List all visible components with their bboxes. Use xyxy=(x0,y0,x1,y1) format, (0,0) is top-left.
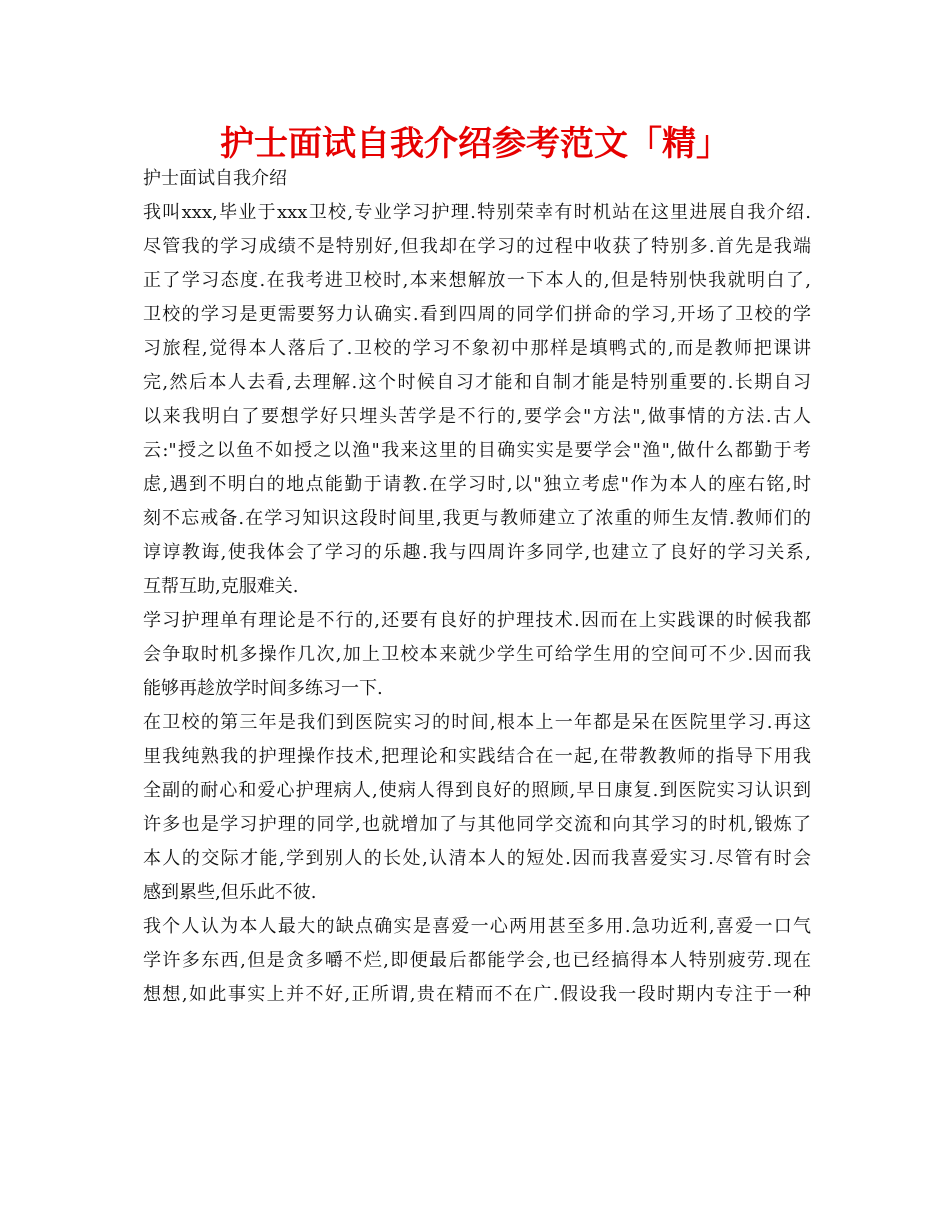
text-line: 云:"授之以鱼不如授之以渔"我来这里的目确实实是要学会"渔",做什么都勤于考 xyxy=(143,440,811,461)
text-line: 卫校的学习是更需要努力认确实.看到四周的同学们拼命的学习,开场了卫校的学 xyxy=(143,304,811,325)
text-line: 学许多东西,但是贪多嚼不烂,即便最后都能学会,也已经搞得本人特别疲劳.现在 xyxy=(143,950,811,971)
text-line: 刻不忘戒备.在学习知识这段时间里,我更与教师建立了浓重的师生友情.教师们的 xyxy=(143,508,811,529)
text-line: 里我纯熟我的护理操作技术,把理论和实践结合在一起,在带教教师的指导下用我 xyxy=(143,746,811,767)
text-line: 想想,如此事实上并不好,正所谓,贵在精而不在广.假设我一段时期内专注于一种 xyxy=(143,984,811,1005)
document-subtitle: 护士面试自我介绍 xyxy=(143,168,287,189)
text-line: 完,然后本人去看,去理解.这个时候自习才能和自制才能是特别重要的.长期自习 xyxy=(143,372,811,393)
text-line: 能够再趁放学时间多练习一下. xyxy=(143,678,383,699)
text-line: 谆谆教诲,使我体会了学习的乐趣.我与四周许多同学,也建立了良好的学习关系, xyxy=(143,542,811,563)
text-line: 感到累些,但乐此不彼. xyxy=(143,882,317,903)
text-line: 会争取时机多操作几次,加上卫校本来就少学生可给学生用的空间可不少.因而我 xyxy=(143,644,811,665)
text-line: 我叫xxx,毕业于xxx卫校,专业学习护理.特别荣幸有时机站在这里进展自我介绍. xyxy=(143,202,811,223)
text-line: 本人的交际才能,学到别人的长处,认清本人的短处.因而我喜爱实习.尽管有时会 xyxy=(143,848,811,869)
text-line: 在卫校的第三年是我们到医院实习的时间,根本上一年都是呆在医院里学习.再这 xyxy=(143,712,811,733)
text-line: 习旅程,觉得本人落后了.卫校的学习不象初中那样是填鸭式的,而是教师把课讲 xyxy=(143,338,811,359)
text-line: 正了学习态度.在我考进卫校时,本来想解放一下本人的,但是特别快我就明白了, xyxy=(143,270,811,291)
text-line: 虑,遇到不明白的地点能勤于请教.在学习时,以"独立考虑"作为本人的座右铭,时 xyxy=(143,474,811,495)
text-line: 互帮互助,克服难关. xyxy=(143,576,299,597)
paragraph-lines xyxy=(143,196,811,1012)
document-title: 护士面试自我介绍参考范文「精」 xyxy=(220,124,730,164)
text-line: 学习护理单有理论是不行的,还要有良好的护理技术.因而在上实践课的时候我都 xyxy=(143,610,811,631)
text-line: 以来我明白了要想学好只埋头苦学是不行的,要学会"方法",做事情的方法.古人 xyxy=(143,406,811,427)
text-line: 我个人认为本人最大的缺点确实是喜爱一心两用甚至多用.急功近利,喜爱一口气 xyxy=(143,916,811,937)
document-body xyxy=(143,162,811,1012)
text-line: 全副的耐心和爱心护理病人,使病人得到良好的照顾,早日康复.到医院实习认识到 xyxy=(143,780,811,801)
text-line: 尽管我的学习成绩不是特别好,但我却在学习的过程中收获了特别多.首先是我端 xyxy=(143,236,811,257)
text-line: 许多也是学习护理的同学,也就增加了与其他同学交流和向其学习的时机,锻炼了 xyxy=(143,814,811,835)
